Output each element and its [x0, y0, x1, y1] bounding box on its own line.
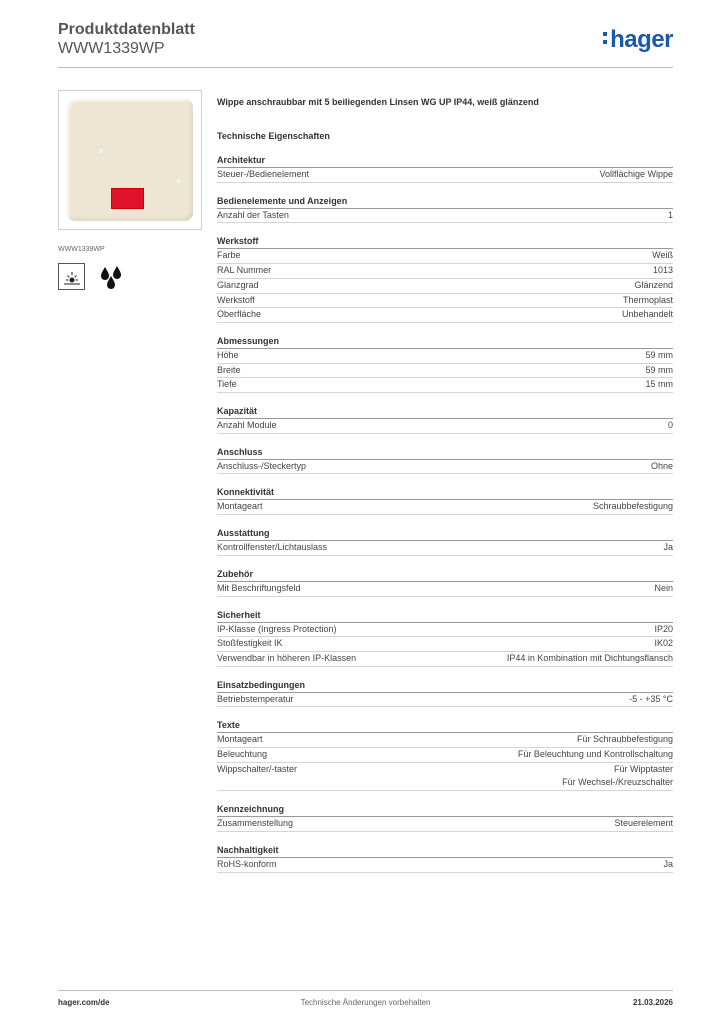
spec-section — [217, 527, 673, 556]
spec-label: Montageart — [217, 734, 263, 745]
spec-label: Oberfläche — [217, 309, 262, 320]
product-title: Wippe anschraubbar mit 5 beiliegenden Linsen WG UP IP44, weiß glänzend — [217, 97, 539, 107]
spec-row — [217, 748, 673, 763]
spec-label: Betriebstemperatur — [217, 693, 294, 704]
spec-value — [645, 349, 673, 363]
spec-value-line: 15 mm — [645, 379, 673, 390]
spec-value — [593, 500, 673, 514]
spec-value — [645, 364, 673, 378]
spec-row — [217, 349, 673, 364]
spec-value-line: 1 — [667, 209, 673, 220]
spec-section — [217, 679, 673, 708]
spec-value-line: IK02 — [654, 638, 673, 649]
spec-value — [652, 249, 673, 263]
header-divider — [58, 67, 673, 68]
spec-section — [217, 803, 673, 832]
spec-value-line: Ja — [663, 858, 673, 869]
spec-value — [507, 652, 673, 666]
technical-properties-heading: Technische Eigenschaften — [217, 131, 330, 141]
spec-label: Werkstoff — [217, 294, 255, 305]
hager-logo[interactable] — [603, 26, 673, 54]
spec-row — [217, 763, 673, 791]
spec-row — [217, 623, 673, 638]
spec-label: Anschluss-/Steckertyp — [217, 460, 307, 471]
spec-value-line: Für Wechsel-/Kreuzschalter — [562, 777, 673, 788]
spec-value — [622, 308, 673, 322]
spec-label: Stoßfestigkeit IK — [217, 638, 283, 649]
spec-value-line: Für Schraubbefestigung — [576, 734, 673, 745]
spec-row — [217, 541, 673, 556]
spec-row — [217, 294, 673, 309]
spec-row — [217, 168, 673, 183]
spec-section — [217, 609, 673, 667]
spec-label: Beleuchtung — [217, 749, 268, 760]
spec-label: Verwendbar in höheren IP-Klassen — [217, 652, 357, 663]
red-lens — [111, 188, 144, 209]
section-title: Einsatzbedingungen — [217, 679, 673, 693]
logo-dots-icon — [603, 32, 609, 48]
spec-label: IP-Klasse (Ingress Protection) — [217, 623, 337, 634]
spec-value-line: Vollflächige Wippe — [599, 169, 673, 179]
spec-value — [614, 817, 673, 831]
spec-section — [217, 568, 673, 597]
spec-value-line: Ja — [663, 542, 673, 553]
section-title: Abmessungen — [217, 335, 673, 349]
spec-value — [654, 623, 673, 637]
spec-label: RoHS-konform — [217, 858, 277, 869]
spec-row — [217, 858, 673, 873]
spec-value — [651, 460, 673, 474]
spec-value-line: Schraubbefestigung — [592, 501, 673, 512]
section-title: Anschluss — [217, 446, 673, 460]
footer-divider — [58, 990, 673, 991]
product-visual-column — [58, 90, 203, 290]
spec-row — [217, 378, 673, 393]
spec-row — [217, 582, 673, 597]
section-title: Sicherheit — [217, 609, 673, 623]
section-title: Werkstoff — [217, 235, 673, 249]
spec-value — [645, 378, 673, 392]
spec-section — [217, 844, 673, 873]
spec-label: Anzahl der Tasten — [217, 209, 289, 220]
spec-value-line: IP20 — [654, 623, 673, 634]
logo-text: hager — [610, 26, 673, 53]
spec-label: Farbe — [217, 250, 241, 261]
spec-section — [217, 235, 673, 323]
spec-row — [217, 733, 673, 748]
spec-value-line: Unbehandelt — [621, 309, 673, 320]
spec-label: Anzahl Module — [217, 420, 277, 431]
spec-section — [217, 195, 673, 224]
document-title: Produktdatenblatt — [58, 21, 195, 38]
spec-label: Steuer-/Bedienelement — [217, 169, 310, 179]
spec-value — [629, 693, 673, 707]
spec-value-line: Nein — [654, 582, 673, 593]
section-title: Kennzeichnung — [217, 803, 673, 817]
spec-label: RAL Nummer — [217, 265, 272, 276]
spec-value-line: -5 - +35 °C — [629, 693, 673, 704]
spec-value-line: 0 — [667, 420, 673, 431]
spec-value — [599, 168, 673, 182]
spec-section — [217, 446, 673, 475]
spec-value — [654, 582, 673, 596]
spec-value-line: Für Beleuchtung und Kontrollschaltung — [517, 749, 673, 760]
spec-row — [217, 249, 673, 264]
spec-row — [217, 308, 673, 323]
footer-date: 21.03.2026 — [632, 998, 673, 1007]
spec-value — [663, 858, 673, 872]
spec-column — [217, 96, 673, 873]
spec-value-line: 59 mm — [645, 364, 673, 375]
spec-row — [217, 817, 673, 832]
spec-label: Kontrollfenster/Lichtauslass — [217, 542, 328, 553]
section-title: Zubehör — [217, 568, 673, 582]
spec-value — [577, 733, 673, 747]
spec-section — [217, 719, 673, 791]
rocker-plate — [67, 99, 193, 221]
spec-section — [217, 335, 673, 393]
spec-row — [217, 500, 673, 515]
footer-website-link[interactable]: hager.com/de — [58, 998, 110, 1007]
spec-value — [663, 541, 673, 555]
spec-section — [217, 405, 673, 434]
spec-value — [653, 264, 673, 278]
spec-label: Höhe — [217, 349, 239, 360]
spec-row — [217, 460, 673, 475]
light-indicator-icon — [58, 263, 85, 290]
spec-section — [217, 486, 673, 515]
property-icons — [58, 263, 203, 290]
section-title: Nachhaltigkeit — [217, 844, 673, 858]
image-caption: WWW1339WP — [58, 246, 105, 253]
spec-value — [668, 419, 673, 433]
spec-row — [217, 693, 673, 708]
spec-value-line: Ohne — [650, 460, 673, 471]
spec-label: Glanzgrad — [217, 279, 259, 290]
spec-label: Zusammenstellung — [217, 818, 294, 829]
spec-row — [217, 209, 673, 224]
spec-row — [217, 419, 673, 434]
spec-row — [217, 264, 673, 279]
spec-value — [668, 209, 673, 223]
spec-value-line: IP44 in Kombination mit Dichtungsflansch — [506, 652, 673, 663]
spec-value — [623, 294, 673, 308]
water-drops-icon — [97, 263, 124, 290]
spec-value — [634, 279, 673, 293]
spec-value-line: Steuerelement — [614, 818, 673, 829]
spec-value-line: Glänzend — [634, 279, 673, 290]
plate-hole — [175, 177, 181, 183]
spec-value-line: Für Wipptaster — [613, 763, 673, 774]
spec-row — [217, 652, 673, 667]
page-header — [58, 20, 673, 70]
product-image — [58, 90, 202, 230]
spec-value-line: Thermoplast — [622, 294, 673, 305]
section-title: Texte — [217, 719, 673, 733]
spec-sections — [217, 154, 673, 873]
section-title: Architektur — [217, 154, 673, 168]
section-title: Ausstattung — [217, 527, 673, 541]
spec-value-line: 59 mm — [645, 349, 673, 360]
footer-disclaimer: Technische Änderungen vorbehalten — [300, 998, 431, 1007]
section-title: Konnektivität — [217, 486, 673, 500]
spec-value — [562, 763, 673, 790]
spec-value-line: Weiß — [652, 250, 673, 261]
spec-label: Wippschalter/-taster — [217, 763, 298, 774]
spec-section — [217, 154, 673, 183]
spec-value — [518, 748, 673, 762]
spec-value — [654, 637, 673, 651]
product-code: WWW1339WP — [58, 40, 165, 57]
spec-row — [217, 279, 673, 294]
section-title: Bedienelemente und Anzeigen — [217, 195, 673, 209]
spec-row — [217, 364, 673, 379]
spec-row — [217, 637, 673, 652]
spec-label: Mit Beschriftungsfeld — [217, 582, 301, 593]
spec-label: Tiefe — [217, 379, 237, 390]
plate-hole — [97, 147, 103, 153]
section-title: Kapazität — [217, 405, 673, 419]
spec-label: Breite — [217, 364, 241, 375]
spec-value-line: 1013 — [652, 265, 673, 276]
spec-label: Montageart — [217, 501, 263, 512]
